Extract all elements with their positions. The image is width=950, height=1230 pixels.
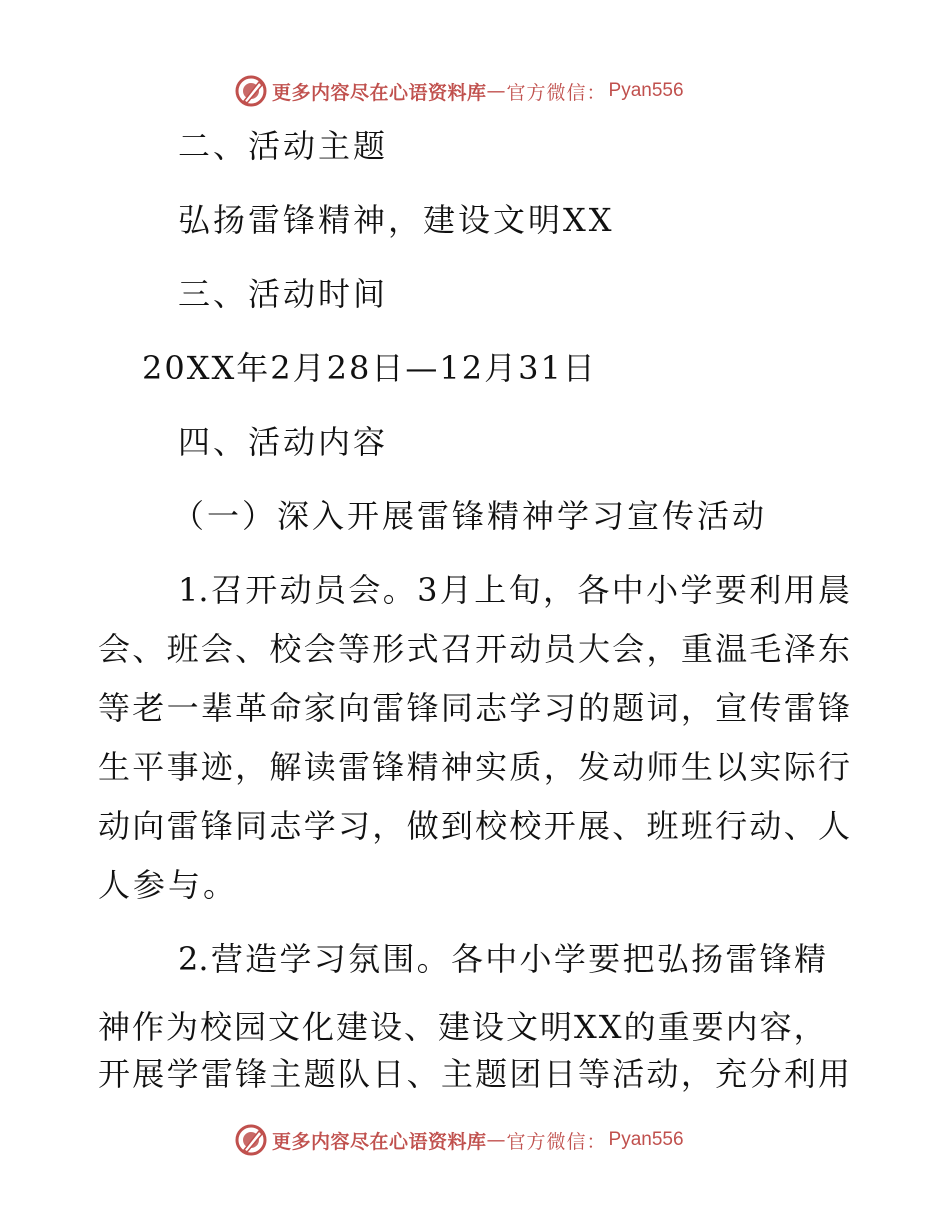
- banner-dash: —: [486, 80, 507, 102]
- quill-logo-icon: [234, 74, 268, 108]
- banner-wechat-id: Pyan556: [608, 80, 684, 101]
- section-3-heading: 三、活动时间: [178, 275, 389, 313]
- banner-wechat-label: 官方微信：: [506, 1130, 607, 1153]
- banner-wechat-label: 官方微信：: [506, 81, 607, 104]
- paragraph-2-line: 2.营造学习氛围。各中小学要把弘扬雷锋精: [178, 940, 826, 978]
- banner-lead-text: 更多内容尽在心语资料库: [272, 1130, 487, 1153]
- section-2-body: 弘扬雷锋精神，建设文明XX: [178, 201, 615, 239]
- section-4-subheading-1: （一）深入开展雷锋精神学习宣传活动: [172, 497, 768, 535]
- paragraph-1-line: 生平事迹，解读雷锋精神实质，发动师生以实际行: [98, 748, 850, 786]
- paragraph-1-line: 会、班会、校会等形式召开动员大会，重温毛泽东: [98, 630, 850, 668]
- header-banner: [234, 73, 684, 109]
- banner-wechat-id: Pyan556: [608, 1129, 684, 1150]
- banner-dash: —: [486, 1129, 507, 1151]
- paragraph-1-line: 动向雷锋同志学习，做到校校开展、班班行动、人: [98, 807, 850, 845]
- paragraph-2-line: 开展学雷锋主题队日、主题团日等活动，充分利用: [98, 1055, 850, 1093]
- paragraph-1-line: 1.召开动员会。3月上旬，各中小学要利用晨: [178, 571, 850, 609]
- paragraph-1-line: 等老一辈革命家向雷锋同志学习的题词，宣传雷锋: [98, 689, 850, 727]
- footer-banner: [234, 1122, 684, 1158]
- banner-lead-text: 更多内容尽在心语资料库: [272, 81, 487, 104]
- paragraph-1-line: 人参与。: [98, 866, 239, 904]
- paragraph-2-line: 神作为校园文化建设、建设文明XX的重要内容，: [98, 1008, 828, 1046]
- section-2-heading: 二、活动主题: [178, 127, 389, 165]
- section-3-body: 20XX年2月28日—12月31日: [142, 349, 597, 387]
- quill-logo-icon: [234, 1123, 268, 1157]
- section-4-heading: 四、活动内容: [178, 423, 389, 461]
